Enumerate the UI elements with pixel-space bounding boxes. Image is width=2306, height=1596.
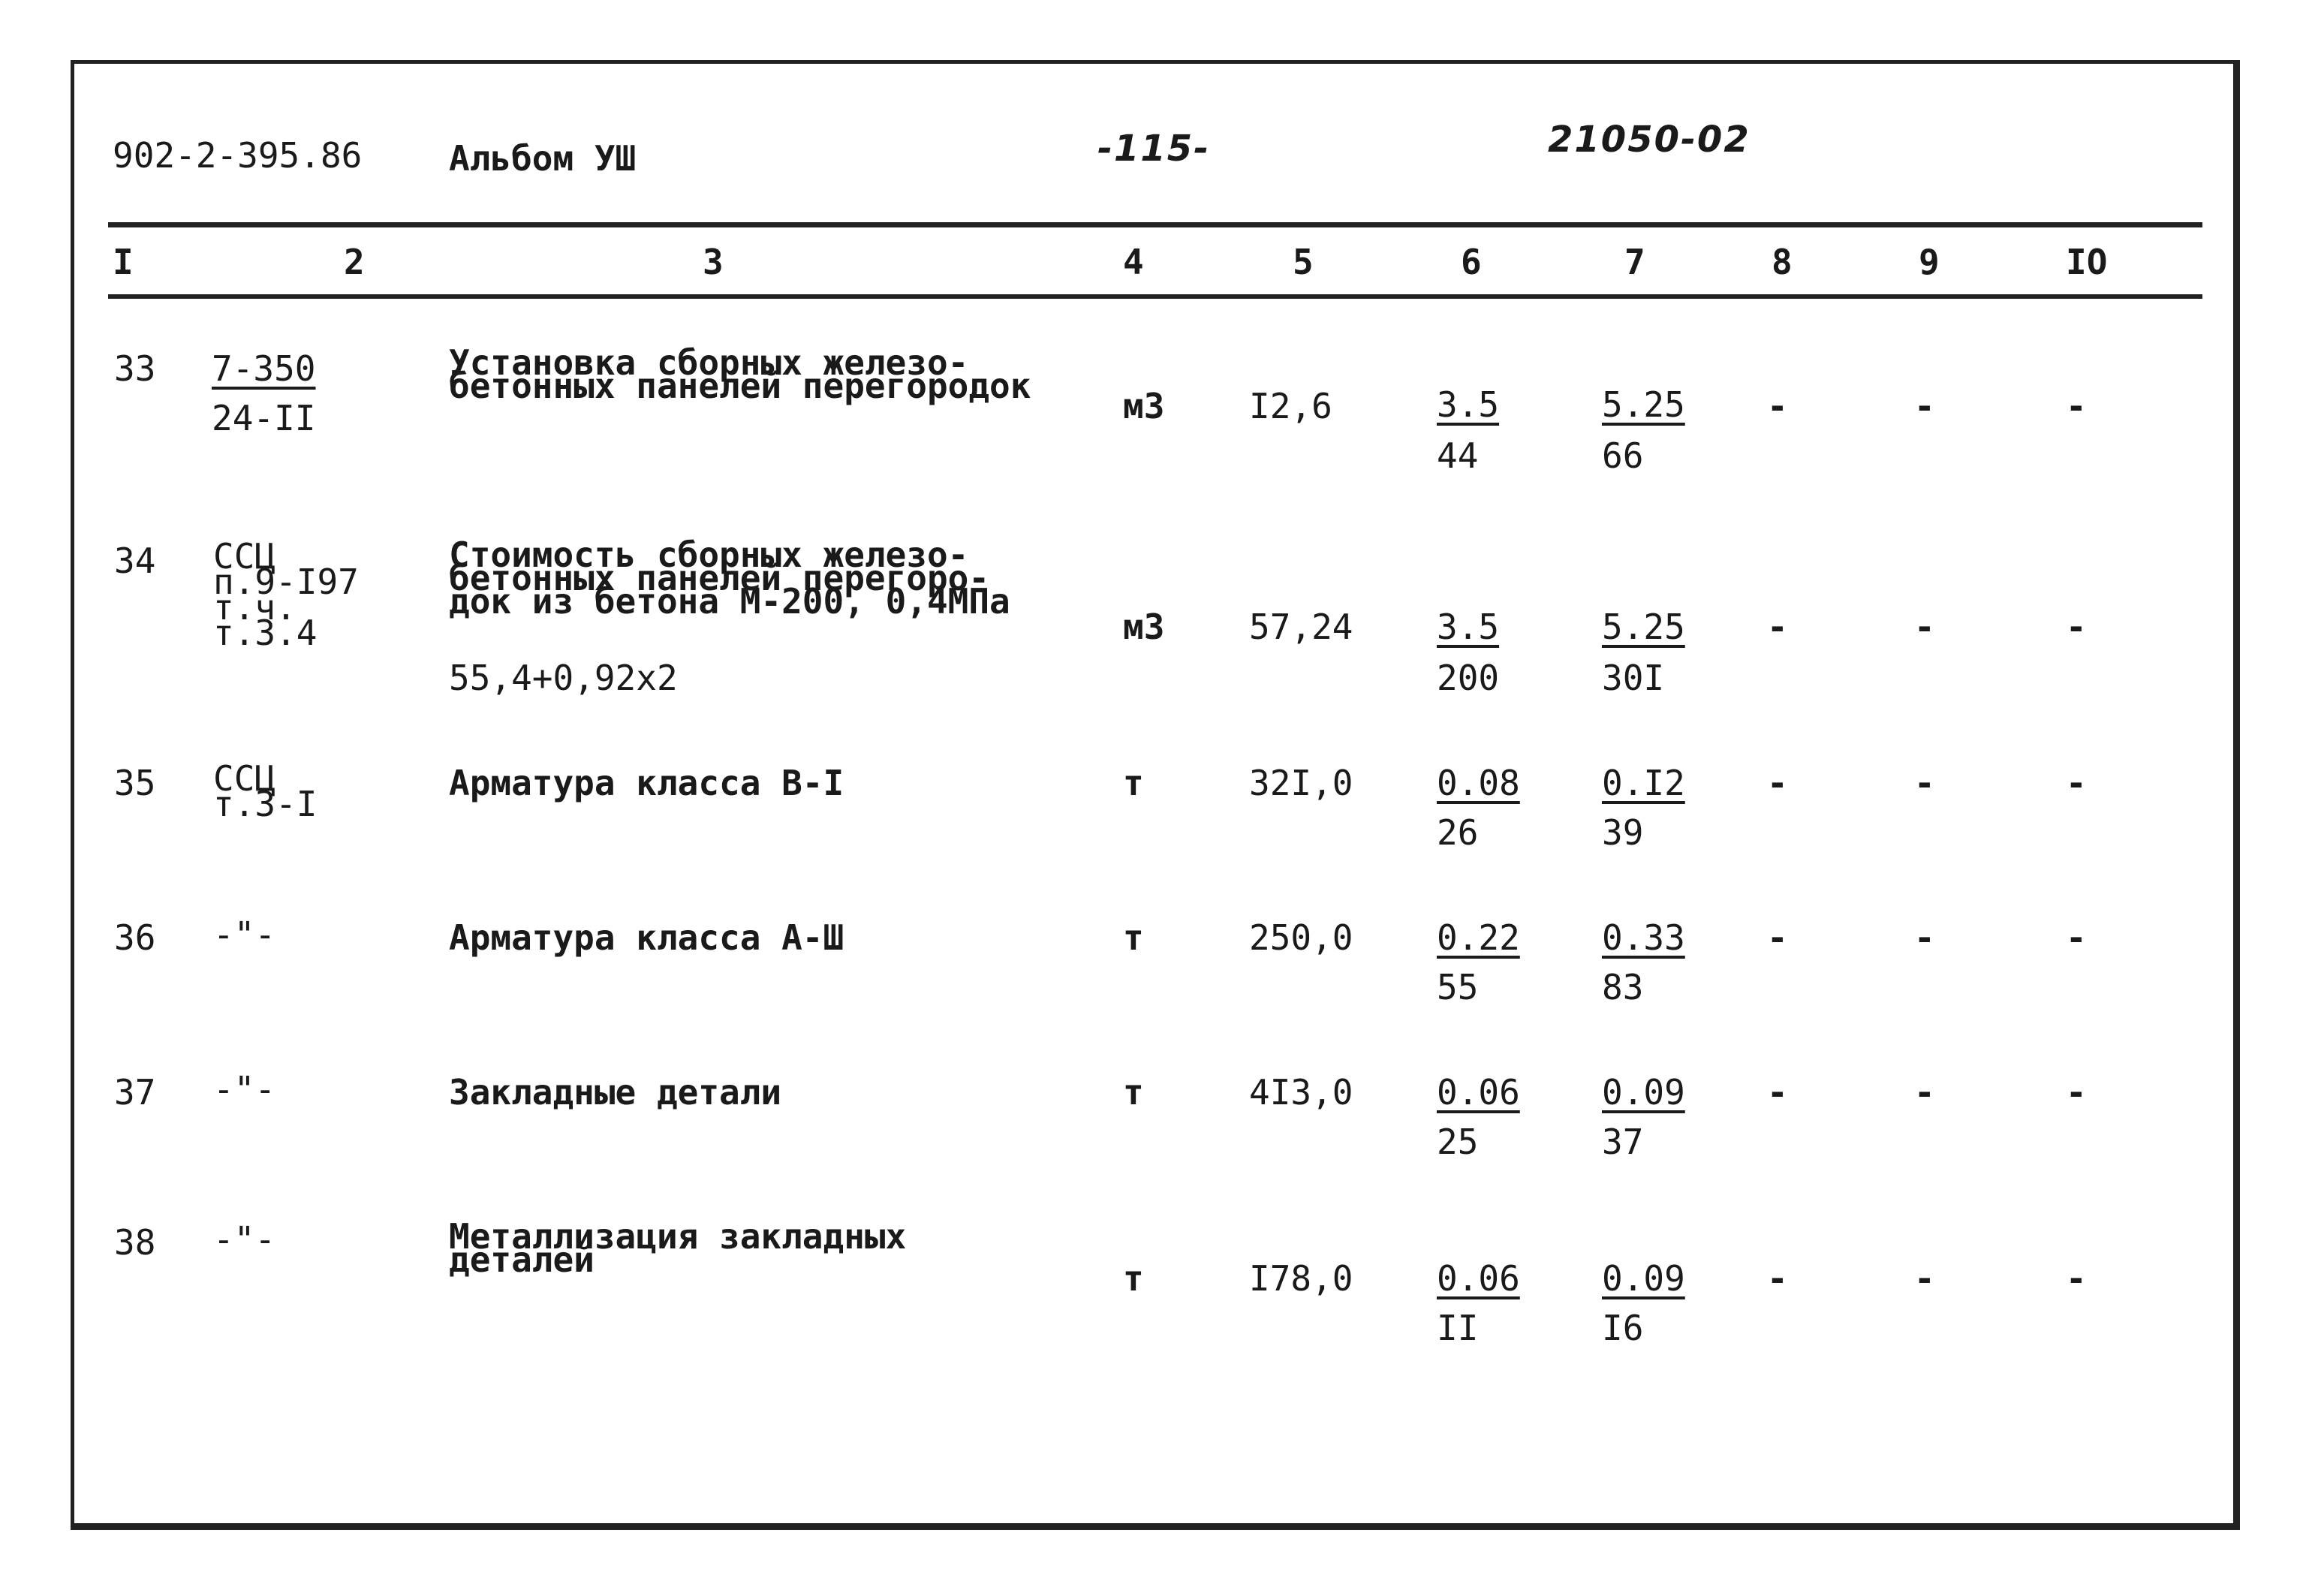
row-unit: т (1123, 917, 1144, 958)
column-header-7: 7 (1624, 242, 1645, 282)
col8-value: - (1767, 917, 1788, 958)
row-unit: м3 (1123, 607, 1165, 647)
col9-value: - (1914, 763, 1935, 803)
col8-value: - (1767, 1072, 1788, 1113)
col7-top: 0.33 (1602, 917, 1685, 958)
column-header-1: I (113, 242, 134, 282)
col10-value: - (2066, 917, 2087, 958)
header-rule-top (108, 222, 2202, 227)
row-reference: -"- (213, 1069, 276, 1110)
row-description: Арматура класса А-Ш (449, 917, 844, 958)
col7-bottom: 83 (1602, 967, 1644, 1007)
col6-bottom: II (1437, 1308, 1479, 1348)
column-header-9: 9 (1919, 242, 1940, 282)
col6-top: 0.06 (1437, 1258, 1520, 1299)
col6-bottom: 44 (1437, 435, 1479, 476)
col7-bottom: 37 (1602, 1122, 1644, 1162)
column-header-5: 5 (1293, 242, 1314, 282)
row-unit: т (1123, 763, 1144, 803)
col10-value: - (2066, 386, 2087, 426)
page-number: -115- (1097, 128, 1211, 170)
column-header-10: IO (2066, 242, 2108, 282)
col10-value: - (2066, 1072, 2087, 1113)
column-header-8: 8 (1772, 242, 1793, 282)
col9-value: - (1914, 917, 1935, 958)
row-reference: ССЦ т.3-I (213, 758, 318, 824)
col8-value: - (1767, 1258, 1788, 1299)
column-header-4: 4 (1123, 242, 1144, 282)
row-quantity: 250,0 (1249, 917, 1353, 958)
row-reference-top: 7-350 (212, 348, 316, 389)
col6-top: 3.5 (1437, 384, 1500, 425)
row-number: 35 (114, 763, 156, 803)
row-quantity: 57,24 (1249, 607, 1353, 647)
column-header-3: 3 (703, 242, 724, 282)
col7-top: 0.I2 (1602, 763, 1685, 803)
col8-value: - (1767, 607, 1788, 647)
col6-bottom: 25 (1437, 1122, 1479, 1162)
col6-top: 0.06 (1437, 1072, 1520, 1113)
col7-top: 5.25 (1602, 607, 1685, 647)
col7-top: 0.09 (1602, 1258, 1685, 1299)
row-unit: т (1123, 1258, 1144, 1299)
col10-value: - (2066, 607, 2087, 647)
col10-value: - (2066, 763, 2087, 803)
row-reference: ССЦ п.9-I97 т.ч. т.3.4 (213, 536, 359, 653)
col6-top: 0.22 (1437, 917, 1520, 958)
row-number: 38 (114, 1222, 156, 1263)
col6-bottom: 55 (1437, 967, 1479, 1007)
col7-top: 5.25 (1602, 384, 1685, 425)
col7-bottom: 66 (1602, 435, 1644, 476)
row-unit: т (1123, 1072, 1144, 1113)
row-reference: -"- (213, 914, 276, 955)
album-title: Альбом УШ (449, 138, 637, 179)
col6-top: 0.08 (1437, 763, 1520, 803)
col9-value: - (1914, 607, 1935, 647)
col10-value: - (2066, 1258, 2087, 1299)
col6-bottom: 200 (1437, 658, 1500, 698)
col7-bottom: I6 (1602, 1308, 1644, 1348)
col7-top: 0.09 (1602, 1072, 1685, 1113)
header-rule-bottom (108, 294, 2202, 299)
col6-bottom: 26 (1437, 812, 1479, 853)
row-quantity: I2,6 (1249, 386, 1332, 426)
row-unit: м3 (1123, 386, 1165, 426)
col7-bottom: 39 (1602, 812, 1644, 853)
column-header-2: 2 (344, 242, 365, 282)
col9-value: - (1914, 1258, 1935, 1299)
column-header-6: 6 (1461, 242, 1482, 282)
row-reference-bottom: 24-II (212, 398, 316, 438)
row-number: 36 (114, 917, 156, 958)
row-number: 34 (114, 541, 156, 581)
row-reference: -"- (213, 1219, 276, 1260)
document-code: 21050-02 (1548, 119, 1751, 161)
row-description: Арматура класса В-I (449, 763, 844, 803)
col6-top: 3.5 (1437, 607, 1500, 647)
row-quantity: 32I,0 (1249, 763, 1353, 803)
col7-bottom: 30I (1602, 658, 1665, 698)
col8-value: - (1767, 763, 1788, 803)
col9-value: - (1914, 1072, 1935, 1113)
row-quantity: 4I3,0 (1249, 1072, 1353, 1113)
col8-value: - (1767, 386, 1788, 426)
doc-number: 902-2-395.86 (113, 135, 363, 176)
col9-value: - (1914, 386, 1935, 426)
row-description: Закладные детали (449, 1072, 782, 1113)
row-number: 33 (114, 348, 156, 389)
row-description: Стоимость сборных железо- бетонных панелей перегоро- док из бетона М-200, 0,4МПа (449, 535, 1010, 622)
row-description: Металлизация закладных деталей (449, 1216, 907, 1280)
row-description: Установка сборных железо- бетонных панелей перегородок (449, 342, 1031, 406)
row-number: 37 (114, 1072, 156, 1113)
row-quantity: I78,0 (1249, 1258, 1353, 1299)
row-description-extra: 55,4+0,92х2 (449, 658, 678, 698)
